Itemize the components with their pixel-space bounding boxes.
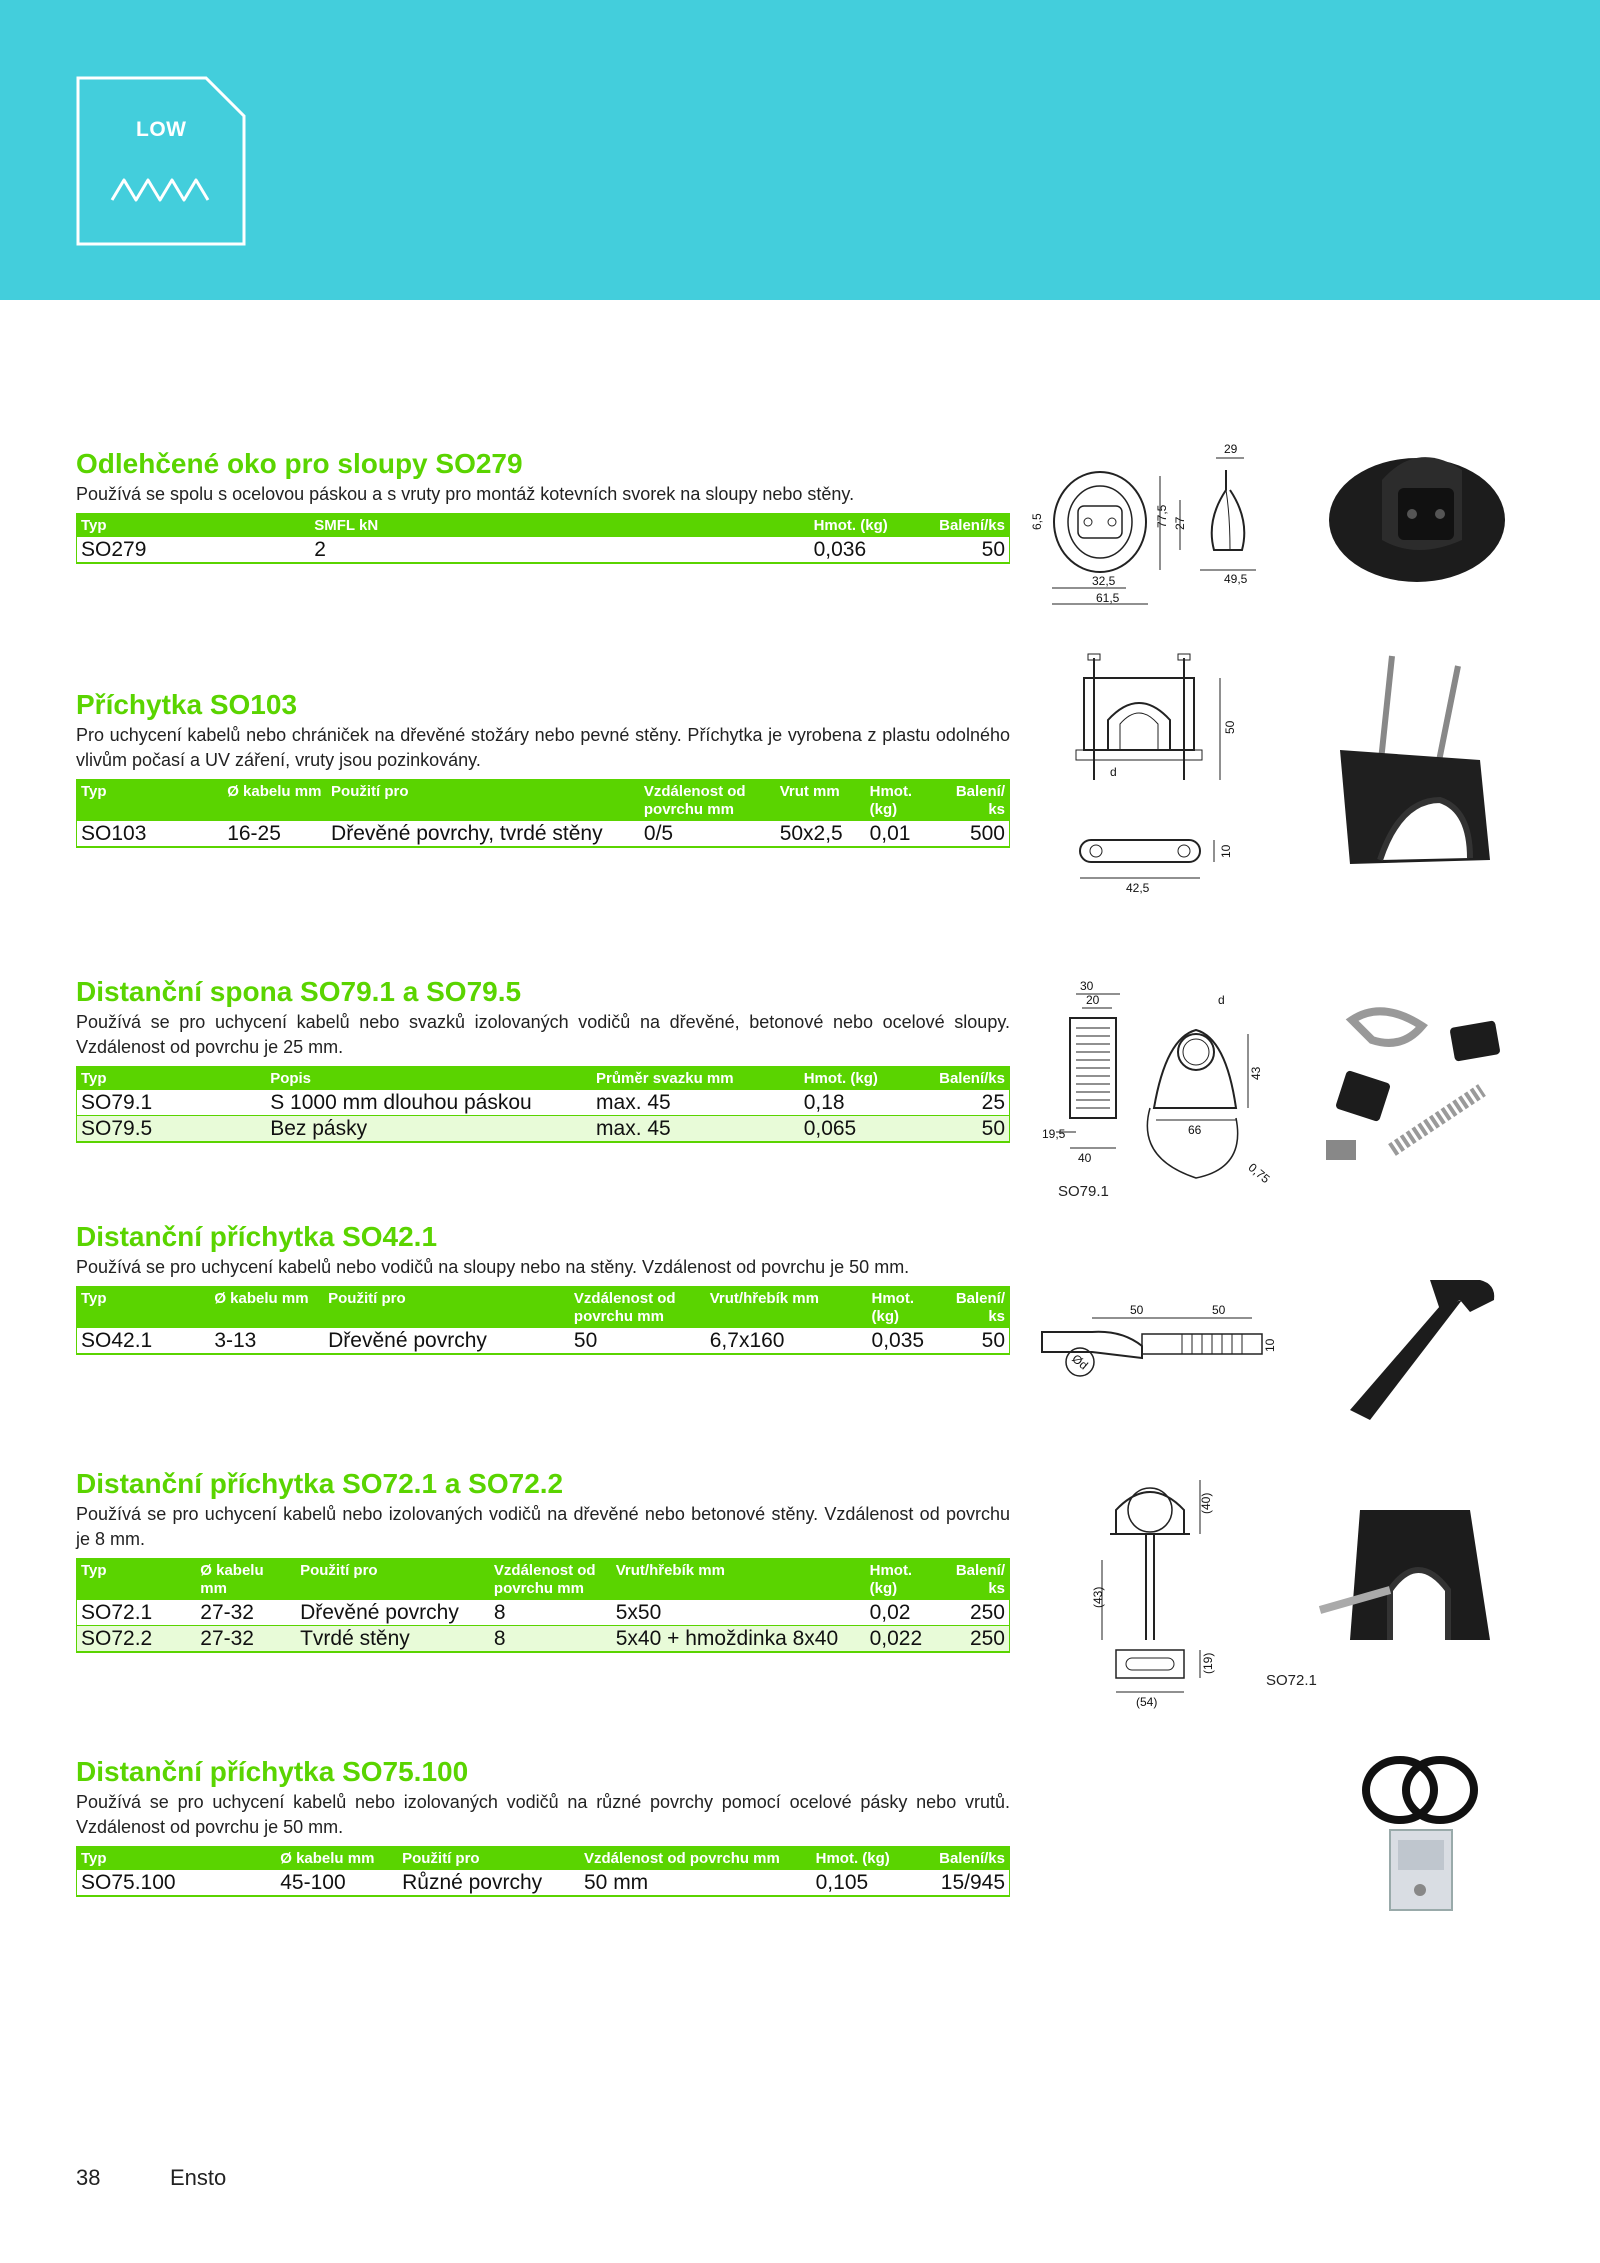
col-header: Vzdálenost od povrchu mm [490,1558,612,1600]
table-cell: Dřevěné povrchy, tvrdé stěny [327,821,640,847]
dimension-label: (40) [1199,1492,1213,1514]
dimension-label: 50 [1223,720,1237,734]
table-cell: 500 [942,821,1010,847]
section-so75 [76,1756,1010,1897]
section-description: Pro uchycení kabelů nebo chrániček na dřevěné stožáry nebo pevné stěny. Příchytka je vyrobena z plastu odolného vlivům počasí a UV záření, vruty jsou pozinkovány. [76,725,1010,770]
table-cell: SO72.1 [77,1600,197,1626]
table-row [77,537,1010,563]
table-cell: 0,105 [812,1870,930,1896]
section-description: Používá se pro uchycení kabelů nebo svazků izolovaných vodičů na dřevěné, betonové nebo ocelové sloupy. Vzdálenost od povrchu je 25 mm. [76,1012,1010,1057]
drawing-caption: SO79.1 [1058,1183,1109,1200]
col-header: Vrut mm [776,779,866,821]
section-so279 [76,448,1010,564]
product-table [76,1286,1010,1355]
col-header: Ø kabelu mm [276,1846,398,1870]
dimension-label: 19,5 [1042,1127,1066,1141]
product-table [76,779,1010,848]
table-cell: 0,01 [866,821,942,847]
dimension-label: 42,5 [1126,881,1150,895]
table-cell: SO42.1 [77,1328,211,1354]
product-table [76,513,1010,564]
table-cell: 50 [929,1116,1009,1143]
col-header: Typ [77,1286,211,1328]
section-description: Používá se pro uchycení kabelů nebo izolovaných vodičů na dřevěné nebo betonové stěny. Vzdálenost od povrchu je 8 mm. [76,1504,1010,1549]
table-cell: 5x40 + hmoždinka 8x40 [612,1626,866,1653]
page-number: 38 [76,2165,101,2190]
col-header: Balení/ ks [942,779,1010,821]
product-table [76,1066,1010,1143]
table-cell: 50 [570,1328,706,1354]
col-header: Hmot. (kg) [866,779,942,821]
table-cell: 2 [310,537,809,563]
table-row [77,1626,1010,1653]
dimension-label: 6,5 [1030,513,1044,530]
table-cell: 6,7x160 [706,1328,868,1354]
table-row [77,1116,1010,1143]
table-cell: 5x50 [612,1600,866,1626]
product-photo-so279 [1312,410,1522,620]
col-header: Balení/ks [929,1846,1009,1870]
section-so42 [76,1221,1010,1355]
table-cell: 0,022 [866,1626,948,1653]
product-photo-so75 [1340,1740,1500,1940]
table-cell: SO103 [77,821,224,847]
dimension-label: 50 [1130,1303,1144,1317]
dimension-label: (19) [1201,1652,1215,1674]
dimension-label: 0,75 [1245,1160,1273,1187]
section-description: Používá se pro uchycení kabelů nebo vodičů na sloupy nebo na stěny. Vzdálenost od povrchu je 50 mm. [76,1257,910,1277]
low-voltage-badge [76,76,246,246]
section-title: Příchytka SO103 [76,689,298,720]
col-header: Vrut/hřebík mm [706,1286,868,1328]
table-cell: SO279 [77,537,311,563]
table-cell: max. 45 [592,1116,800,1143]
section-description: Používá se spolu s ocelovou páskou a s vruty pro montáž kotevních svorek na sloupy nebo stěny. [76,484,855,504]
product-photo-so72 [1300,1490,1520,1660]
table-cell: 0,02 [866,1600,948,1626]
col-header: Ø kabelu mm [196,1558,296,1600]
technical-drawing-so279 [1030,440,1280,620]
badge-label: LOW [136,118,187,141]
table-cell: 45-100 [276,1870,398,1896]
table-cell: 0,036 [810,537,934,563]
dimension-label: 66 [1188,1123,1202,1137]
col-header: Vrut/hřebík mm [612,1558,866,1600]
table-cell: SO75.100 [77,1870,277,1896]
section-so79 [76,976,1010,1143]
section-title: Distanční příchytka SO75.100 [76,1756,469,1787]
technical-drawing-so72 [1090,1470,1270,1720]
table-cell: 16-25 [223,821,327,847]
table-cell: 27-32 [196,1600,296,1626]
section-title: Distanční příchytka SO72.1 a SO72.2 [76,1468,564,1499]
col-header: Typ [77,1558,197,1600]
table-cell: 50 [933,537,1009,563]
col-header: Hmot. (kg) [812,1846,930,1870]
dimension-label: 49,5 [1224,572,1248,586]
col-header: Hmot. (kg) [800,1066,930,1090]
technical-drawing-so103 [1060,650,1260,900]
col-header: Hmot. (kg) [810,513,934,537]
dimension-label: 10 [1263,1338,1277,1352]
table-cell: 50x2,5 [776,821,866,847]
table-cell: 250 [947,1600,1009,1626]
table-cell: 8 [490,1626,612,1653]
table-cell: Bez pásky [266,1116,592,1143]
col-header: Hmot. (kg) [866,1558,948,1600]
dimension-label: 50 [1212,1303,1226,1317]
col-header: Ø kabelu mm [223,779,327,821]
table-cell: S 1000 mm dlouhou páskou [266,1090,592,1116]
drawing-caption: SO72.1 [1266,1672,1317,1689]
section-so103 [76,689,1010,848]
dimension-label: 32,5 [1092,574,1116,588]
table-cell: SO79.5 [77,1116,267,1143]
dimension-label: (43) [1091,1586,1105,1608]
col-header: Typ [77,1066,267,1090]
col-header: Vzdálenost od povrchu mm [580,1846,812,1870]
section-so72 [76,1468,1010,1653]
col-header: Typ [77,779,224,821]
col-header: Vzdálenost od povrchu mm [570,1286,706,1328]
col-header: Popis [266,1066,592,1090]
product-table [76,1846,1010,1897]
col-header: Průměr svazku mm [592,1066,800,1090]
col-header: Balení/ks [933,513,1009,537]
dimension-label: (54) [1136,1695,1158,1709]
dimension-label: 40 [1078,1151,1092,1165]
col-header: Použití pro [324,1286,570,1328]
table-cell: 250 [947,1626,1009,1653]
col-header: Balení/ ks [947,1558,1009,1600]
product-photo-so79 [1312,980,1532,1180]
product-photo-so103 [1310,650,1520,880]
table-cell: 27-32 [196,1626,296,1653]
col-header: Typ [77,1846,277,1870]
table-cell: SO79.1 [77,1090,267,1116]
low-voltage-wave-icon [112,180,208,200]
dimension-label: 10 [1219,844,1233,858]
section-title: Distanční příchytka SO42.1 [76,1221,438,1252]
table-row [77,821,1010,847]
technical-drawing-so42 [1032,1290,1282,1400]
dimension-label: 27 [1173,516,1187,530]
technical-drawing-so79 [1036,978,1286,1198]
table-cell: 0/5 [640,821,776,847]
table-cell: 0,035 [868,1328,948,1354]
table-cell: 50 [947,1328,1009,1354]
table-cell: Různé povrchy [398,1870,580,1896]
table-cell: 8 [490,1600,612,1626]
table-row [77,1328,1010,1354]
table-row [77,1090,1010,1116]
col-header: SMFL kN [310,513,809,537]
dimension-label: 29 [1224,442,1238,456]
section-title: Odlehčené oko pro sloupy SO279 [76,448,523,479]
dimension-label: Ød [1069,1351,1091,1373]
table-cell: Dřevěné povrchy [296,1600,490,1626]
table-cell: 0,065 [800,1116,930,1143]
col-header: Typ [77,513,311,537]
table-cell: max. 45 [592,1090,800,1116]
table-row [77,1870,1010,1896]
table-cell: 25 [929,1090,1009,1116]
table-cell: 0,18 [800,1090,930,1116]
table-cell: 50 mm [580,1870,812,1896]
col-header: Vzdálenost od povrchu mm [640,779,776,821]
dimension-label: 61,5 [1096,591,1120,605]
product-photo-so42 [1310,1270,1520,1430]
col-header: Balení/ks [929,1066,1009,1090]
dimension-label: 43 [1249,1066,1263,1080]
table-cell: 3-13 [210,1328,324,1354]
dimension-label: d [1110,765,1117,779]
section-title: Distanční spona SO79.1 a SO79.5 [76,976,522,1007]
dimension-label: 20 [1086,993,1100,1007]
col-header: Hmot. (kg) [868,1286,948,1328]
col-header: Balení/ ks [947,1286,1009,1328]
table-cell: SO72.2 [77,1626,197,1653]
dimension-label: 30 [1080,979,1094,993]
col-header: Použití pro [398,1846,580,1870]
col-header: Použití pro [296,1558,490,1600]
table-row [77,1600,1010,1626]
col-header: Ø kabelu mm [210,1286,324,1328]
col-header: Použití pro [327,779,640,821]
dimension-label: 77,5 [1155,504,1169,528]
table-cell: 15/945 [929,1870,1009,1896]
product-table [76,1558,1010,1653]
table-cell: Tvrdé stěny [296,1626,490,1653]
dimension-label: d [1218,993,1225,1007]
table-cell: Dřevěné povrchy [324,1328,570,1354]
footer-brand: Ensto [170,2165,227,2190]
section-description: Používá se pro uchycení kabelů nebo izolovaných vodičů na různé povrchy pomocí ocelové pásky nebo vrutů. Vzdálenost od povrchu je 50 mm. [76,1792,1010,1837]
